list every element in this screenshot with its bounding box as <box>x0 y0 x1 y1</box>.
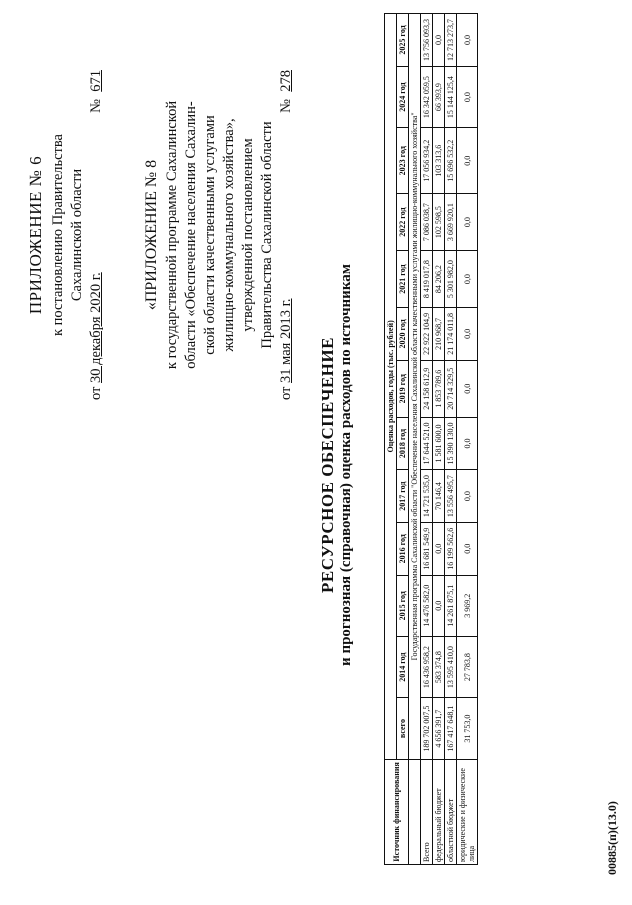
table-cell: 15 696 532,2 <box>445 128 457 194</box>
table-cell: 1 581 600,0 <box>433 417 445 470</box>
table-cell: 0,0 <box>457 470 478 523</box>
table-cell: 16 436 958,2 <box>421 636 433 697</box>
table-cell: 3 969,2 <box>457 575 478 636</box>
column-header: 2025 год <box>397 14 409 67</box>
table-cell: 20 714 329,5 <box>445 360 457 417</box>
table-cell: 14 721 535,0 <box>421 470 433 523</box>
column-header: 2023 год <box>397 128 409 194</box>
row-label: федеральный бюджет <box>433 759 445 864</box>
appendix-8-line5: утвержденной постановлением <box>240 138 256 332</box>
table-cell: 0,0 <box>457 251 478 308</box>
table-cell: 13 556 495,7 <box>445 470 457 523</box>
title-line1: РЕСУРСНОЕ ОБЕСПЕЧЕНИЕ <box>318 337 337 593</box>
appendix-6-line1: к постановлению Правительства <box>50 134 66 336</box>
table-cell: 12 713 273,7 <box>445 14 457 67</box>
column-header: 2015 год <box>397 575 409 636</box>
table-cell: 15 390 130,0 <box>445 417 457 470</box>
table-cell: 103 313,6 <box>433 128 445 194</box>
table-cell: 14 476 582,0 <box>421 575 433 636</box>
appendix-8-date-line <box>277 70 296 400</box>
table-cell: 0,0 <box>457 308 478 361</box>
column-header: 2016 год <box>397 522 409 575</box>
column-header: 2019 год <box>397 360 409 417</box>
table-cell: 583 374,8 <box>433 636 445 697</box>
column-header: 2022 год <box>397 194 409 251</box>
column-header: 2024 год <box>397 66 409 127</box>
table-cell: 0,0 <box>457 522 478 575</box>
appendix-6-number: 671 <box>88 70 104 92</box>
column-header: 2017 год <box>397 470 409 523</box>
column-header: всего <box>397 698 409 759</box>
appendix-8-date: 31 мая 2013 г. <box>278 298 294 383</box>
appendix-6-date: 30 декабря 2020 г. <box>88 272 104 383</box>
appendix-6-date-line <box>87 70 106 400</box>
table-cell: 3 669 920,1 <box>445 194 457 251</box>
table-row <box>445 14 457 865</box>
table-cell: 13 756 093,3 <box>421 14 433 67</box>
appendix-6-block <box>26 35 106 435</box>
appendix-8-title: «ПРИЛОЖЕНИЕ № 8 <box>143 159 160 311</box>
appendix-6-line2: Сахалинской области <box>69 168 85 302</box>
table-cell: 84 206,2 <box>433 251 445 308</box>
table-row <box>421 14 433 865</box>
from-label: от <box>278 386 294 400</box>
appendix-8-line6: Правительства Сахалинской области <box>259 121 275 349</box>
table-cell: 0,0 <box>457 417 478 470</box>
table-cell: 17 056 934,2 <box>421 128 433 194</box>
table-cell: 0,0 <box>457 194 478 251</box>
row-label: областной бюджет <box>445 759 457 864</box>
table-cell: 17 644 521,0 <box>421 417 433 470</box>
table-cell: 24 158 612,9 <box>421 360 433 417</box>
table-cell: 8 419 017,8 <box>421 251 433 308</box>
table-cell: 27 783,8 <box>457 636 478 697</box>
table-cell: 31 753,0 <box>457 698 478 759</box>
document-title <box>318 145 356 785</box>
appendix-6-title: ПРИЛОЖЕНИЕ № 6 <box>26 155 45 315</box>
appendix-8-line2: области «Обеспечение населения Сахалин- <box>183 101 199 369</box>
appendix-8-line1: к государственной программе Сахалинской <box>164 100 180 370</box>
number-label: № <box>278 99 294 113</box>
program-row-spacer <box>409 759 421 864</box>
row-label: юридические и физические лица <box>457 759 478 864</box>
table-cell: 167 417 648,1 <box>445 698 457 759</box>
row-label: Всего <box>421 759 433 864</box>
table-row <box>457 14 478 865</box>
table-cell: 102 598,5 <box>433 194 445 251</box>
estimate-header: Оценка расходов, годы (тыс. рублей) <box>385 14 397 760</box>
table-cell: 0,0 <box>457 360 478 417</box>
table-cell: 0,0 <box>433 522 445 575</box>
table-cell: 210 968,7 <box>433 308 445 361</box>
appendix-8-line3: ской области качественными услугами <box>202 115 218 355</box>
table-cell: 0,0 <box>457 128 478 194</box>
program-row <box>409 14 421 865</box>
table-cell: 16 342 059,5 <box>421 66 433 127</box>
appendix-8-number: 278 <box>278 70 294 92</box>
title-line2: и прогнозная (справочная) оценка расходов по источникам <box>338 264 354 666</box>
program-name: Государственная программа Сахалинской области "Обеспечение населения Сахалинской области качественными услугами жилищно-коммунального хозяйства" <box>409 14 421 760</box>
table-cell: 1 853 789,6 <box>433 360 445 417</box>
table-cell: 0,0 <box>457 14 478 67</box>
from-label: от <box>88 386 104 400</box>
table-cell: 5 301 982,0 <box>445 251 457 308</box>
appendix-8-line4: жилищно-коммунального хозяйства», <box>221 118 237 352</box>
year-header-row <box>397 14 409 865</box>
table-cell: 13 595 410,0 <box>445 636 457 697</box>
table-cell: 66 393,9 <box>433 66 445 127</box>
table-cell: 22 922 104,9 <box>421 308 433 361</box>
column-header: 2020 год <box>397 308 409 361</box>
table-cell: 189 702 007,5 <box>421 698 433 759</box>
table-cell: 70 146,4 <box>433 470 445 523</box>
table-cell: 15 144 125,4 <box>445 66 457 127</box>
budget-table <box>384 13 478 865</box>
table-cell: 0,0 <box>433 14 445 67</box>
number-label: № <box>88 99 104 113</box>
column-header: 2014 год <box>397 636 409 697</box>
table-cell: 21 174 011,8 <box>445 308 457 361</box>
table-cell: 0,0 <box>457 66 478 127</box>
table-row <box>433 14 445 865</box>
table-cell: 0,0 <box>433 575 445 636</box>
table-cell: 4 656 391,7 <box>433 698 445 759</box>
table-cell: 14 261 875,1 <box>445 575 457 636</box>
table-cell: 16 199 562,6 <box>445 522 457 575</box>
table-cell: 7 086 038,7 <box>421 194 433 251</box>
column-header: 2018 год <box>397 417 409 470</box>
appendix-8-block <box>142 35 296 435</box>
column-header: 2021 год <box>397 251 409 308</box>
table-cell: 16 681 549,9 <box>421 522 433 575</box>
footer-code: 00885(п)(13.0) <box>605 801 619 875</box>
source-header: Источник финансирования <box>385 759 409 864</box>
